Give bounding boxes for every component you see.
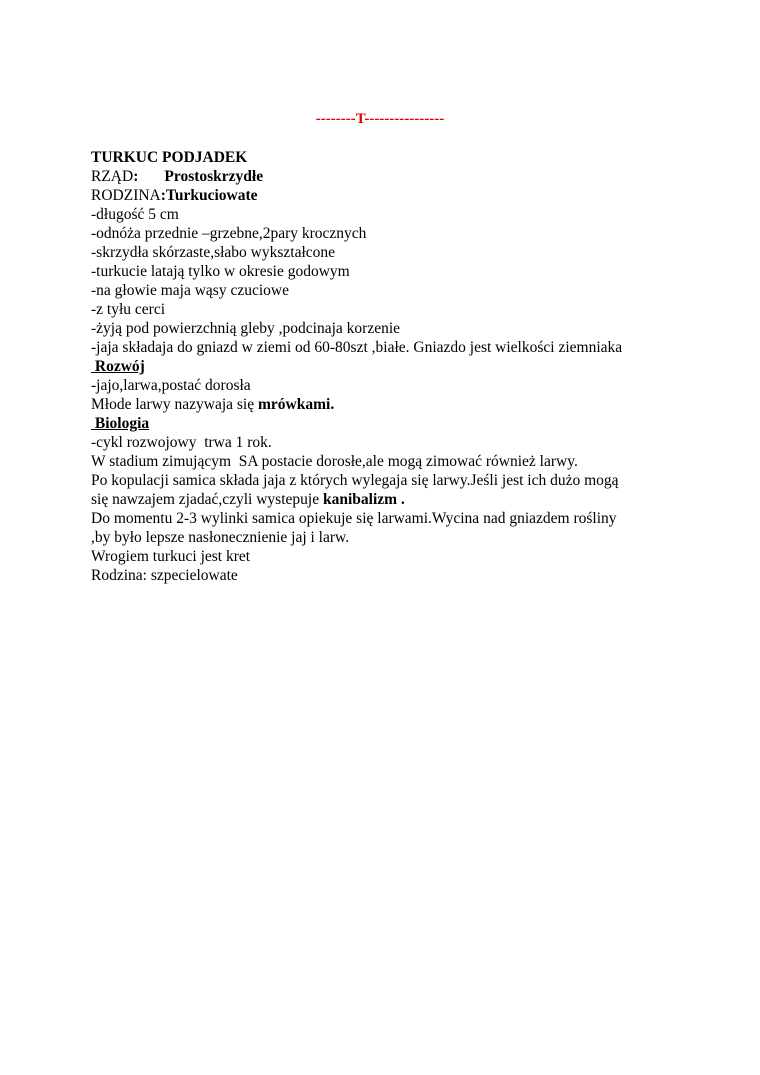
- document-body: [91, 148, 691, 585]
- biology-line: -cykl rozwojowy trwa 1 rok.: [91, 434, 272, 451]
- section-heading-development: Rozwój: [91, 358, 145, 375]
- biology-line: Do momentu 2-3 wylinki samica opiekuje się larwami.Wycina nad gniazdem rośliny: [91, 510, 617, 527]
- feature-line: -z tyłu cerci: [91, 301, 166, 318]
- family-label: RODZINA: [91, 187, 161, 204]
- development-text: Młode larwy nazywaja się: [91, 396, 258, 413]
- feature-line: -żyją pod powierzchnią gleby ,podcinaja korzenie: [91, 320, 401, 337]
- biology-line: Wrogiem turkuci jest kret: [91, 548, 251, 565]
- document-title: TURKUC PODJADEK: [91, 149, 248, 166]
- feature-line: -skrzydła skórzaste,słabo wykształcone: [91, 244, 336, 261]
- biology-line: Rodzina: szpecielowate: [91, 567, 238, 584]
- order-label: RZĄD: [91, 168, 134, 185]
- biology-line: ,by było lepsze nasłonecznienie jaj i larw.: [91, 529, 350, 546]
- order-colon: :: [133, 168, 139, 185]
- biology-bold-term: kanibalizm .: [322, 491, 405, 508]
- development-bold-term: mrówkami.: [258, 396, 335, 413]
- order-line: [91, 167, 691, 186]
- development-line: [91, 395, 691, 414]
- feature-line: -na głowie maja wąsy czuciowe: [91, 282, 289, 299]
- family-line: [91, 186, 691, 205]
- order-value: Prostoskrzydłe: [164, 168, 264, 185]
- biology-line: Po kopulacji samica składa jaja z których wylegaja się larwy.Jeśli jest ich dużo mogą: [91, 472, 619, 489]
- section-heading-biology: Biologia: [91, 415, 150, 432]
- biology-line: [91, 490, 691, 509]
- document-header: --------T----------------: [315, 111, 445, 127]
- family-value: :Turkuciowate: [160, 187, 258, 204]
- biology-text: się nawzajem zjadać,czyli wystepuje: [91, 491, 323, 508]
- feature-line: -turkucie latają tylko w okresie godowym: [91, 263, 350, 280]
- feature-line: -odnóża przednie –grzebne,2pary krocznych: [91, 225, 367, 242]
- feature-line: -długość 5 cm: [91, 206, 179, 223]
- feature-line: -jaja składaja do gniazd w ziemi od 60-80szt ,białe. Gniazdo jest wielkości ziemniaka: [91, 339, 623, 356]
- biology-line: W stadium zimującym SA postacie dorosłe,ale mogą zimować również larwy.: [91, 453, 578, 470]
- development-line: -jajo,larwa,postać dorosła: [91, 377, 251, 394]
